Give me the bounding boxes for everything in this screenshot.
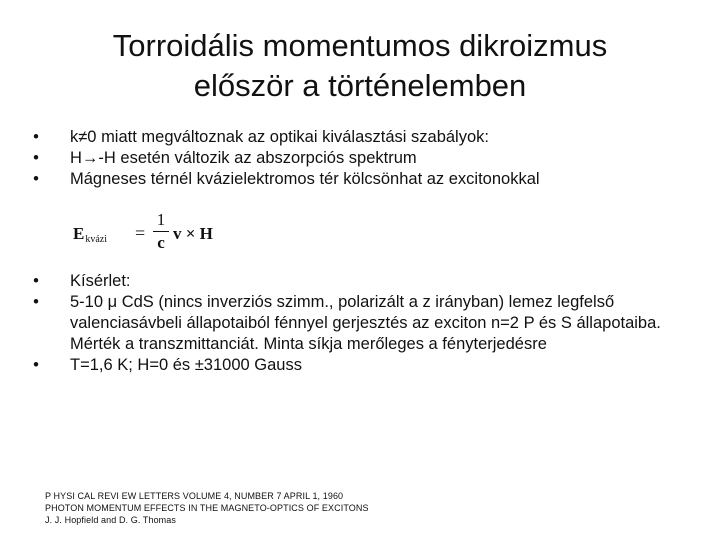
bullet-icon: • bbox=[33, 293, 39, 311]
fraction-bar bbox=[153, 231, 169, 232]
bullet-item bbox=[30, 271, 680, 292]
bullet-text: Kísérlet: bbox=[70, 272, 131, 290]
bullet-text: Mágneses térnél kvázielektromos tér kölcsönhat az excitonokkal bbox=[70, 170, 540, 188]
formula-equals: = bbox=[135, 223, 146, 243]
bullet-icon: • bbox=[33, 149, 39, 167]
formula-lhs: Ekvázi bbox=[73, 224, 107, 245]
title-line-2: először a történelemben bbox=[193, 68, 527, 103]
bullet-text: k≠0 miatt megváltoznak az optikai kiválasztási szabályok: bbox=[70, 128, 489, 146]
bullet-item bbox=[30, 148, 680, 169]
reference-journal: P HYSI CAL REVI EW LETTERS VOLUME 4, NUMBER 7 APRIL 1, 1960 bbox=[45, 491, 344, 501]
formula-fraction bbox=[153, 210, 169, 253]
bullet-list-top bbox=[30, 127, 680, 190]
reference-authors: J. J. Hopfield and D. G. Thomas bbox=[45, 515, 176, 525]
bullet-icon: • bbox=[33, 272, 39, 290]
bullet-list-bottom bbox=[30, 271, 680, 376]
formula-subscript: kvázi bbox=[85, 234, 107, 245]
bullet-item bbox=[30, 169, 680, 190]
bullet-icon: • bbox=[33, 170, 39, 188]
bullet-text: T=1,6 K; H=0 és ±31000 Gauss bbox=[70, 356, 302, 374]
bullet-icon: • bbox=[33, 356, 39, 374]
title-line-1: Torroidális momentumos dikroizmus bbox=[112, 28, 608, 63]
formula-denominator: c bbox=[157, 233, 165, 252]
bullet-text: 5-10 μ CdS (nincs inverziós szimm., polarizált a z irányban) lemez legfelső valenciasávbeli állapotaiból fénnyel gerjesztés az exciton n=2 P és S állapotaiba. Mérték a transzmittanciát. Minta síkja merőleges a fényterjedésre bbox=[70, 293, 661, 353]
bullet-item bbox=[30, 127, 680, 148]
bullet-item bbox=[30, 292, 680, 355]
formula-rhs: v × H bbox=[173, 224, 213, 243]
slide-title bbox=[60, 26, 660, 106]
paper-reference bbox=[45, 490, 685, 526]
bullet-item bbox=[30, 355, 680, 376]
formula-numerator: 1 bbox=[156, 210, 166, 229]
reference-title: PHOTON MOMENTUM EFFECTS IN THE MAGNETO-OPTICS OF EXCITONS bbox=[45, 503, 369, 513]
bullet-text: H→-H esetén változik az abszorpciós spektrum bbox=[70, 149, 417, 167]
bullet-icon: • bbox=[33, 128, 39, 146]
